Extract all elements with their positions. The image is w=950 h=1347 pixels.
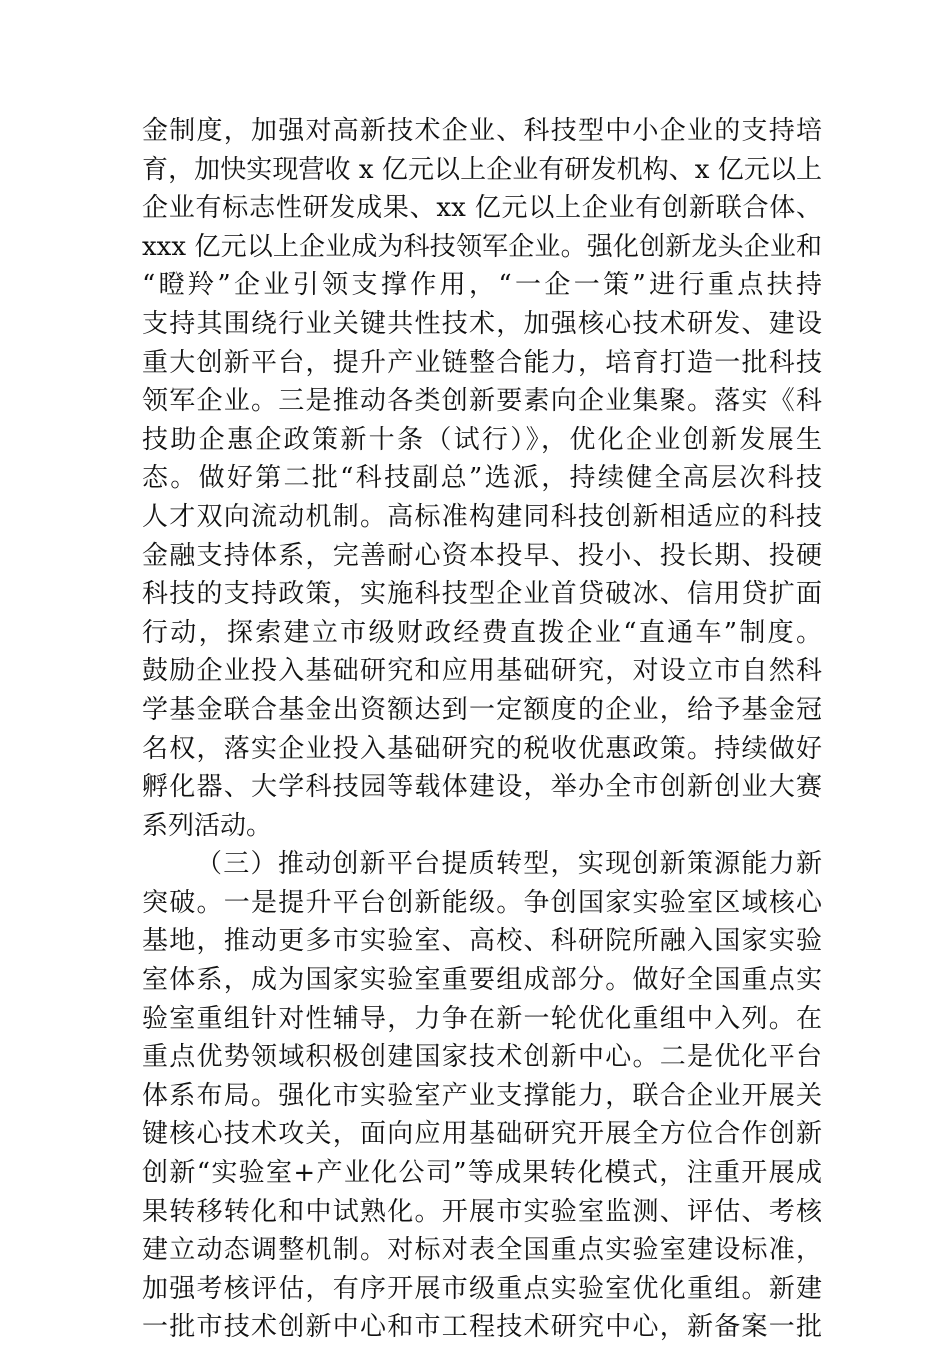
text-line: 育，加快实现营收 x 亿元以上企业有研发机构、x 亿元以上: [142, 154, 822, 185]
text-line: 基地，推动更多市实验室、高校、科研院所融入国家实验: [142, 926, 822, 957]
text-line: 支持其围绕行业关键共性技术，加强核心技术研发、建设: [142, 308, 822, 339]
text-line: 体系布局。强化市实验室产业支撑能力，联合企业开展关: [142, 1080, 822, 1111]
text-line: 键核心技术攻关，面向应用基础研究开展全方位合作创新: [142, 1119, 822, 1150]
text-line: 验室重组针对性辅导，力争在新一轮优化重组中入列。在: [142, 1003, 822, 1034]
text-line: 室体系，成为国家实验室重要组成部分。做好全国重点实: [142, 965, 822, 996]
text-line: 重点优势领域积极创建国家技术创新中心。二是优化平台: [142, 1042, 822, 1073]
text-line: 金制度，加强对高新技术企业、科技型中小企业的支持培: [142, 116, 822, 146]
text-line: 一批市技术创新中心和市工程技术研究中心，新备案一批: [142, 1312, 822, 1343]
text-line: 突破。一是提升平台创新能级。争创国家实验室区域核心: [142, 887, 822, 918]
text-line: 人才双向流动机制。高标准构建同科技创新相适应的科技: [142, 501, 822, 532]
text-line: xxx 亿元以上企业成为科技领军企业。强化创新龙头企业和: [142, 231, 822, 262]
text-line: 加强考核评估，有序开展市级重点实验室优化重组。新建: [142, 1273, 822, 1304]
text-line: 企业有标志性研发成果、xx 亿元以上企业有创新联合体、: [142, 193, 822, 224]
text-line: 学基金联合基金出资额达到一定额度的企业，给予基金冠: [142, 694, 822, 725]
text-line: （三）推动创新平台提质转型，实现创新策源能力新: [196, 849, 822, 880]
text-line: 行动，探索建立市级财政经费直拨企业“直通车”制度。: [142, 617, 822, 648]
text-line: 重大创新平台，提升产业链整合能力，培育打造一批科技: [142, 347, 822, 378]
text-line: 领军企业。三是推动各类创新要素向企业集聚。落实《科: [142, 386, 822, 417]
text-line: “瞪羚”企业引领支撑作用，“一企一策”进行重点扶持: [142, 270, 822, 301]
document-body: [142, 112, 822, 1347]
text-line: 系列活动。: [142, 810, 273, 841]
text-line: 科技的支持政策，实施科技型企业首贷破冰、信用贷扩面: [142, 579, 822, 610]
text-line: 建立动态调整机制。对标对表全国重点实验室建设标准，: [142, 1235, 822, 1266]
text-line: 鼓励企业投入基础研究和应用基础研究，对设立市自然科: [142, 656, 822, 687]
text-line: 创新“实验室+产业化公司”等成果转化模式，注重开展成: [142, 1158, 822, 1189]
text-line: 果转移转化和中试熟化。开展市实验室监测、评估、考核: [142, 1196, 822, 1227]
text-line: 孵化器、大学科技园等载体建设，举办全市创新创业大赛: [142, 772, 822, 803]
text-line: 技助企惠企政策新十条（试行）》，优化企业创新发展生: [142, 424, 822, 455]
text-line: 态。做好第二批“科技副总”选派，持续健全高层次科技: [142, 463, 822, 494]
text-line: 金融支持体系，完善耐心资本投早、投小、投长期、投硬: [142, 540, 822, 571]
text-line: 名权，落实企业投入基础研究的税收优惠政策。持续做好: [142, 733, 822, 764]
